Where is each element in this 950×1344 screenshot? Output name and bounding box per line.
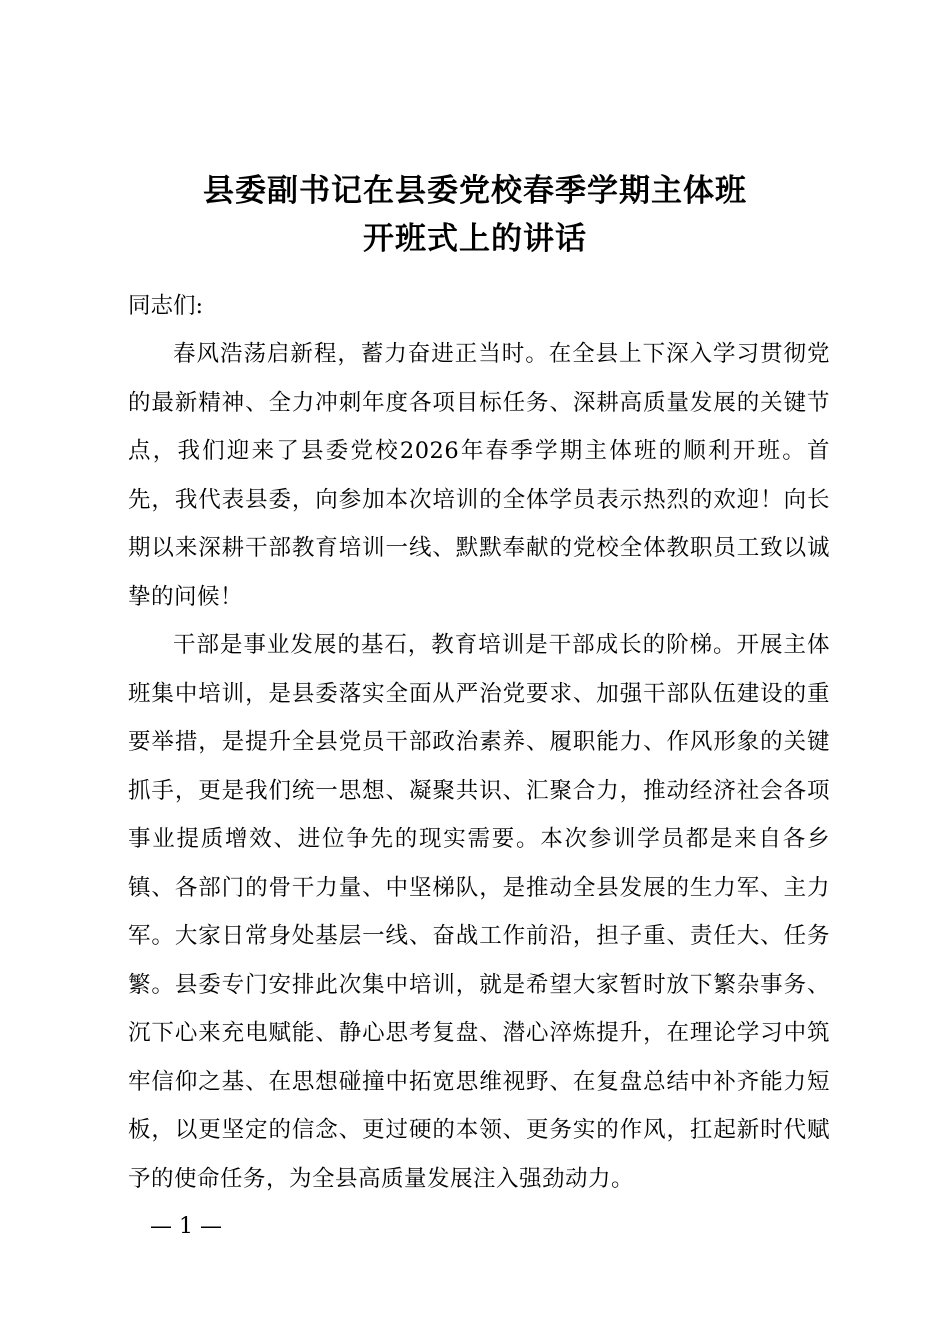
page-number: — 1 —: [150, 1214, 222, 1239]
document-title-line-2: 开班式上的讲话: [363, 221, 587, 257]
document-title-line-1: 县委副书记在县委党校春季学期主体班: [203, 173, 747, 209]
salutation: 同志们:: [128, 293, 204, 319]
paragraph-2: 干部是事业发展的基石，教育培训是干部成长的阶梯。开展主体班集中培训，是县委落实全面从严治党要求、加强干部队伍建设的重要举措，是提升全县党员干部政治素养、履职能力、作风形象的关键抓手，更是我们统一思想、凝聚共识、汇聚合力，推动经济社会各项事业提质增效、进位争先的现实需要。本次参训学员都是来自各乡镇、各部门的骨干力量、中坚梯队，是推动全县发展的生力军、主力军。大家日常身处基层一线、奋战工作前沿，担子重、责任大、任务繁。县委专门安排此次集中培训，就是希望大家暂时放下繁杂事务、沉下心来充电赋能、静心思考复盘、潜心淬炼提升，在理论学习中筑牢信仰之基、在思想碰撞中拓宽思维视野、在复盘总结中补齐能力短板，以更坚定的信念、更过硬的本领、更务实的作风，扛起新时代赋予的使命任务，为全县高质量发展注入强劲动力。: [128, 632, 830, 1192]
paragraph-1: 春风浩荡启新程，蓄力奋进正当时。在全县上下深入学习贯彻党的最新精神、全力冲刺年度各项目标任务、深耕高质量发展的关键节点，我们迎来了县委党校2026年春季学期主体班的顺利开班。首先，我代表县委，向参加本次培训的全体学员表示热烈的欢迎！向长期以来深耕干部教育培训一线、默默奉献的党校全体教职员工致以诚挚的问候！: [128, 341, 830, 610]
